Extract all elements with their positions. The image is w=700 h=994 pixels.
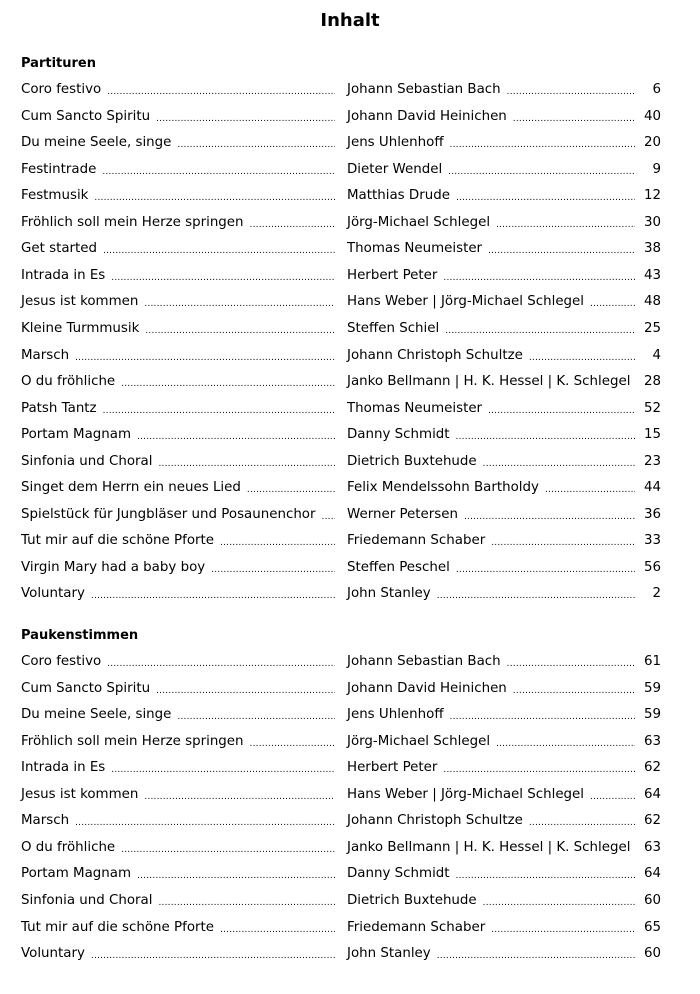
entry-title: Marsch — [21, 347, 70, 363]
entry-composer: John Stanley — [347, 946, 431, 962]
dot-leader — [445, 323, 635, 339]
entry-title: Du meine Seele, singe — [21, 135, 172, 151]
entry-title-cell — [21, 785, 335, 805]
entry-composer: Dietrich Buxtehude — [347, 453, 477, 469]
dot-leader — [91, 588, 335, 604]
entry-title-cell — [21, 319, 335, 339]
entry-title-cell — [21, 80, 335, 100]
dot-leader — [111, 270, 335, 286]
dot-leader — [145, 323, 335, 339]
entry-composer-cell — [347, 372, 635, 392]
dot-leader — [483, 895, 635, 911]
dot-leader — [220, 535, 335, 551]
entry-title: Tut mir auf die schöne Pforte — [21, 533, 215, 549]
entry-page-number: 65 — [643, 919, 661, 935]
entry-composer-cell — [347, 652, 635, 672]
entry-composer-cell — [347, 425, 635, 445]
dot-leader — [590, 789, 635, 805]
dot-leader — [443, 270, 635, 286]
toc-entry — [21, 133, 661, 153]
entry-page-number: 9 — [652, 161, 661, 177]
toc-entry — [21, 679, 661, 699]
entry-page-number: 61 — [643, 654, 661, 669]
entry-page-number: 56 — [643, 559, 661, 575]
entry-title: Kleine Turmmusik — [21, 320, 140, 336]
entry-title: Festmusik — [21, 188, 89, 204]
entry-title-cell — [21, 705, 335, 725]
entry-title-cell — [21, 239, 335, 259]
entry-composer-cell — [347, 266, 635, 286]
dot-leader — [456, 562, 635, 578]
section-heading-partituren: Partituren — [21, 56, 96, 71]
dot-leader — [448, 164, 635, 180]
toc-entry — [21, 652, 661, 672]
dot-leader — [491, 922, 635, 938]
entry-title: Festintrade — [21, 161, 97, 177]
entry-composer: Jörg-Michael Schlegel — [347, 214, 491, 230]
entry-composer: Hans Weber | Jörg-Michael Schlegel — [347, 294, 585, 310]
toc-entry — [21, 531, 661, 551]
entry-page-number: 4 — [652, 347, 661, 363]
dot-leader — [450, 709, 635, 725]
entry-composer: Janko Bellmann | H. K. Hessel | K. Schlegel — [347, 839, 631, 855]
entry-composer: Friedemann Schaber — [347, 533, 486, 549]
entry-title-cell — [21, 652, 335, 672]
entry-title-cell — [21, 186, 335, 206]
dot-leader — [247, 482, 335, 498]
dot-leader — [103, 243, 335, 259]
dot-leader — [545, 482, 635, 498]
dot-leader — [137, 429, 335, 445]
dot-leader — [250, 736, 335, 752]
toc-entry — [21, 452, 661, 472]
entry-title: Singet dem Herrn ein neues Lied — [21, 480, 241, 496]
entry-title-cell — [21, 838, 335, 858]
entry-composer-cell — [347, 838, 635, 858]
dot-leader — [121, 376, 335, 392]
entry-title-cell — [21, 531, 335, 551]
dot-leader — [177, 709, 335, 725]
page-title: Inhalt — [320, 10, 380, 31]
entry-composer-cell — [347, 558, 635, 578]
dot-leader — [483, 456, 635, 472]
toc-entry — [21, 478, 661, 498]
dot-leader — [111, 762, 335, 778]
entry-composer: Johann David Heinichen — [347, 680, 507, 696]
entry-title: Jesus ist kommen — [21, 786, 139, 802]
entry-title: Voluntary — [21, 586, 85, 602]
dot-leader — [456, 190, 635, 206]
entry-title: O du fröhliche — [21, 839, 116, 855]
entry-page-number: 12 — [643, 188, 661, 204]
entry-composer: Johann Sebastian Bach — [347, 654, 501, 669]
toc-entry — [21, 346, 661, 366]
entry-composer-cell — [347, 292, 635, 312]
entry-title: Spielstück für Jungbläser und Posaunenchor — [21, 506, 316, 522]
entry-title: Get started — [21, 241, 98, 257]
dot-leader — [250, 217, 335, 233]
entry-title-cell — [21, 452, 335, 472]
entry-title-cell — [21, 346, 335, 366]
entry-composer: John Stanley — [347, 586, 431, 602]
entry-composer-cell — [347, 918, 635, 938]
entry-title: O du fröhliche — [21, 374, 116, 390]
entry-composer: Herbert Peter — [347, 760, 438, 776]
toc-entry — [21, 785, 661, 805]
dot-leader — [464, 509, 635, 525]
entry-title-cell — [21, 213, 335, 233]
dot-leader — [75, 815, 335, 831]
entry-title-cell — [21, 478, 335, 498]
entry-title: Fröhlich soll mein Herze springen — [21, 214, 244, 230]
toc-entry — [21, 372, 661, 392]
dot-leader — [144, 296, 335, 312]
entry-composer-cell — [347, 186, 635, 206]
dot-leader — [156, 683, 335, 699]
entry-title-cell — [21, 107, 335, 127]
toc-entry — [21, 319, 661, 339]
entry-title: Cum Sancto Spiritu — [21, 680, 151, 696]
dot-leader — [529, 815, 635, 831]
toc-entry — [21, 213, 661, 233]
dot-leader — [107, 656, 335, 672]
dot-leader — [94, 190, 335, 206]
dot-leader — [322, 509, 335, 525]
dot-leader — [450, 137, 635, 153]
dot-leader — [443, 762, 635, 778]
entry-title: Fröhlich soll mein Herze springen — [21, 733, 244, 749]
entry-composer-cell — [347, 811, 635, 831]
entry-composer-cell — [347, 160, 635, 180]
entry-title-cell — [21, 584, 335, 604]
toc-entry — [21, 107, 661, 127]
entry-composer-cell — [347, 399, 635, 419]
dot-leader — [437, 948, 635, 964]
entry-page-number: 63 — [643, 839, 661, 855]
toc-entry — [21, 918, 661, 938]
entry-page-number: 6 — [652, 82, 661, 97]
entry-title: Voluntary — [21, 946, 85, 962]
entry-page-number: 62 — [643, 760, 661, 776]
entry-composer-cell — [347, 107, 635, 127]
entry-title-cell — [21, 133, 335, 153]
entry-page-number: 59 — [643, 680, 661, 696]
dot-leader — [590, 296, 635, 312]
entry-composer: Steffen Schiel — [347, 320, 440, 336]
entry-page-number: 60 — [643, 892, 661, 908]
entry-composer-cell — [347, 213, 635, 233]
dot-leader — [496, 736, 635, 752]
entry-title: Coro festivo — [21, 654, 102, 669]
entry-composer: Jörg-Michael Schlegel — [347, 733, 491, 749]
dot-leader — [158, 895, 335, 911]
entry-title-cell — [21, 425, 335, 445]
toc-entry — [21, 584, 661, 604]
dot-leader — [103, 403, 335, 419]
dot-leader — [456, 429, 635, 445]
dot-leader — [456, 868, 635, 884]
entry-page-number: 33 — [643, 533, 661, 549]
entry-title: Jesus ist kommen — [21, 294, 139, 310]
entry-title: Portam Magnam — [21, 427, 132, 443]
dot-leader — [91, 948, 335, 964]
entry-title-cell — [21, 266, 335, 286]
dot-leader — [121, 842, 335, 858]
entry-composer: Dietrich Buxtehude — [347, 892, 477, 908]
entry-composer-cell — [347, 705, 635, 725]
entry-page-number: 43 — [643, 267, 661, 283]
toc-entry — [21, 558, 661, 578]
entry-title: Patsh Tantz — [21, 400, 97, 416]
toc-entry — [21, 705, 661, 725]
entry-page-number: 60 — [643, 946, 661, 962]
entry-page-number: 64 — [643, 866, 661, 882]
entry-page-number: 15 — [643, 427, 661, 443]
entry-page-number: 62 — [643, 813, 661, 829]
entry-composer: Jens Uhlenhoff — [347, 135, 444, 151]
dot-leader — [102, 164, 335, 180]
entry-composer: Hans Weber | Jörg-Michael Schlegel — [347, 786, 585, 802]
toc-entry — [21, 944, 661, 964]
entry-page-number: 20 — [643, 135, 661, 151]
entry-title: Intrada in Es — [21, 267, 106, 283]
entry-composer-cell — [347, 505, 635, 525]
entry-title-cell — [21, 944, 335, 964]
dot-leader — [491, 535, 635, 551]
entry-composer-cell — [347, 758, 635, 778]
entry-composer: Werner Petersen — [347, 506, 458, 522]
entry-composer-cell — [347, 452, 635, 472]
toc-entry — [21, 811, 661, 831]
entry-composer: Felix Mendelssohn Bartholdy — [347, 480, 539, 496]
dot-leader — [496, 217, 635, 233]
dot-leader — [513, 111, 635, 127]
entry-title-cell — [21, 399, 335, 419]
entry-page-number: 48 — [643, 294, 661, 310]
entry-page-number: 44 — [643, 480, 661, 496]
entry-title-cell — [21, 918, 335, 938]
dot-leader — [529, 350, 635, 366]
entry-composer: Johann Christoph Schultze — [347, 813, 523, 829]
entry-page-number: 25 — [643, 320, 661, 336]
entry-page-number: 2 — [652, 586, 661, 602]
dot-leader — [156, 111, 335, 127]
entry-composer: Johann Christoph Schultze — [347, 347, 523, 363]
entry-title-cell — [21, 758, 335, 778]
entry-composer-cell — [347, 478, 635, 498]
dot-leader — [513, 683, 635, 699]
entry-page-number: 38 — [643, 241, 661, 257]
entry-composer-cell — [347, 864, 635, 884]
entry-composer: Johann David Heinichen — [347, 108, 507, 124]
toc-entry — [21, 505, 661, 525]
dot-leader — [137, 868, 335, 884]
entry-page-number: 36 — [643, 506, 661, 522]
entry-page-number: 30 — [643, 214, 661, 230]
entry-composer-cell — [347, 346, 635, 366]
entry-title: Coro festivo — [21, 82, 102, 97]
entry-title: Du meine Seele, singe — [21, 707, 172, 723]
entry-title-cell — [21, 732, 335, 752]
toc-entry — [21, 266, 661, 286]
entry-composer-cell — [347, 531, 635, 551]
entry-page-number: 28 — [643, 374, 661, 390]
toc-entry — [21, 239, 661, 259]
toc-entry — [21, 891, 661, 911]
entry-composer: Friedemann Schaber — [347, 919, 486, 935]
entry-title: Cum Sancto Spiritu — [21, 108, 151, 124]
entry-composer: Johann Sebastian Bach — [347, 82, 501, 97]
entry-title-cell — [21, 891, 335, 911]
dot-leader — [488, 243, 635, 259]
toc-entry — [21, 758, 661, 778]
entry-composer: Janko Bellmann | H. K. Hessel | K. Schlegel — [347, 374, 631, 390]
entry-title: Intrada in Es — [21, 760, 106, 776]
toc-entry — [21, 399, 661, 419]
dot-leader — [75, 350, 335, 366]
entry-page-number: 23 — [643, 453, 661, 469]
dot-leader — [158, 456, 335, 472]
entry-composer: Matthias Drude — [347, 188, 450, 204]
entry-page-number: 64 — [643, 786, 661, 802]
toc-entry — [21, 186, 661, 206]
entry-title-cell — [21, 505, 335, 525]
dot-leader — [211, 562, 335, 578]
entry-title: Sinfonia und Choral — [21, 892, 153, 908]
entry-composer: Danny Schmidt — [347, 866, 450, 882]
entry-page-number: 59 — [643, 707, 661, 723]
dot-leader — [507, 656, 635, 672]
entry-title-cell — [21, 160, 335, 180]
dot-leader — [177, 137, 335, 153]
entry-title-cell — [21, 679, 335, 699]
entry-composer-cell — [347, 944, 635, 964]
entry-title-cell — [21, 292, 335, 312]
entry-title-cell — [21, 372, 335, 392]
entry-composer: Thomas Neumeister — [347, 400, 483, 416]
dot-leader — [220, 922, 335, 938]
entry-page-number: 63 — [643, 733, 661, 749]
entry-composer-cell — [347, 239, 635, 259]
dot-leader — [488, 403, 635, 419]
dot-leader — [107, 84, 335, 100]
toc-entry — [21, 292, 661, 312]
entry-composer: Herbert Peter — [347, 267, 438, 283]
entry-composer: Thomas Neumeister — [347, 241, 483, 257]
entry-composer-cell — [347, 732, 635, 752]
entry-title: Marsch — [21, 813, 70, 829]
section-heading-paukenstimmen: Paukenstimmen — [21, 628, 139, 643]
entry-page-number: 52 — [643, 400, 661, 416]
entry-title-cell — [21, 558, 335, 578]
entry-composer: Jens Uhlenhoff — [347, 707, 444, 723]
entry-composer-cell — [347, 679, 635, 699]
dot-leader — [437, 588, 635, 604]
dot-leader — [507, 84, 635, 100]
entry-composer-cell — [347, 319, 635, 339]
entry-composer-cell — [347, 80, 635, 100]
entry-composer-cell — [347, 133, 635, 153]
toc-entry — [21, 732, 661, 752]
entry-composer: Danny Schmidt — [347, 427, 450, 443]
entry-title-cell — [21, 811, 335, 831]
toc-entry — [21, 80, 661, 100]
entry-title: Portam Magnam — [21, 866, 132, 882]
toc-entry — [21, 838, 661, 858]
dot-leader — [144, 789, 335, 805]
entry-title-cell — [21, 864, 335, 884]
entry-composer: Steffen Peschel — [347, 559, 450, 575]
entry-title: Tut mir auf die schöne Pforte — [21, 919, 215, 935]
entry-title: Sinfonia und Choral — [21, 453, 153, 469]
toc-entry — [21, 160, 661, 180]
toc-entry — [21, 425, 661, 445]
entry-composer: Dieter Wendel — [347, 161, 443, 177]
entry-page-number: 40 — [643, 108, 661, 124]
toc-entry — [21, 864, 661, 884]
entry-composer-cell — [347, 584, 635, 604]
entry-composer-cell — [347, 785, 635, 805]
entry-composer-cell — [347, 891, 635, 911]
entry-title: Virgin Mary had a baby boy — [21, 559, 206, 575]
